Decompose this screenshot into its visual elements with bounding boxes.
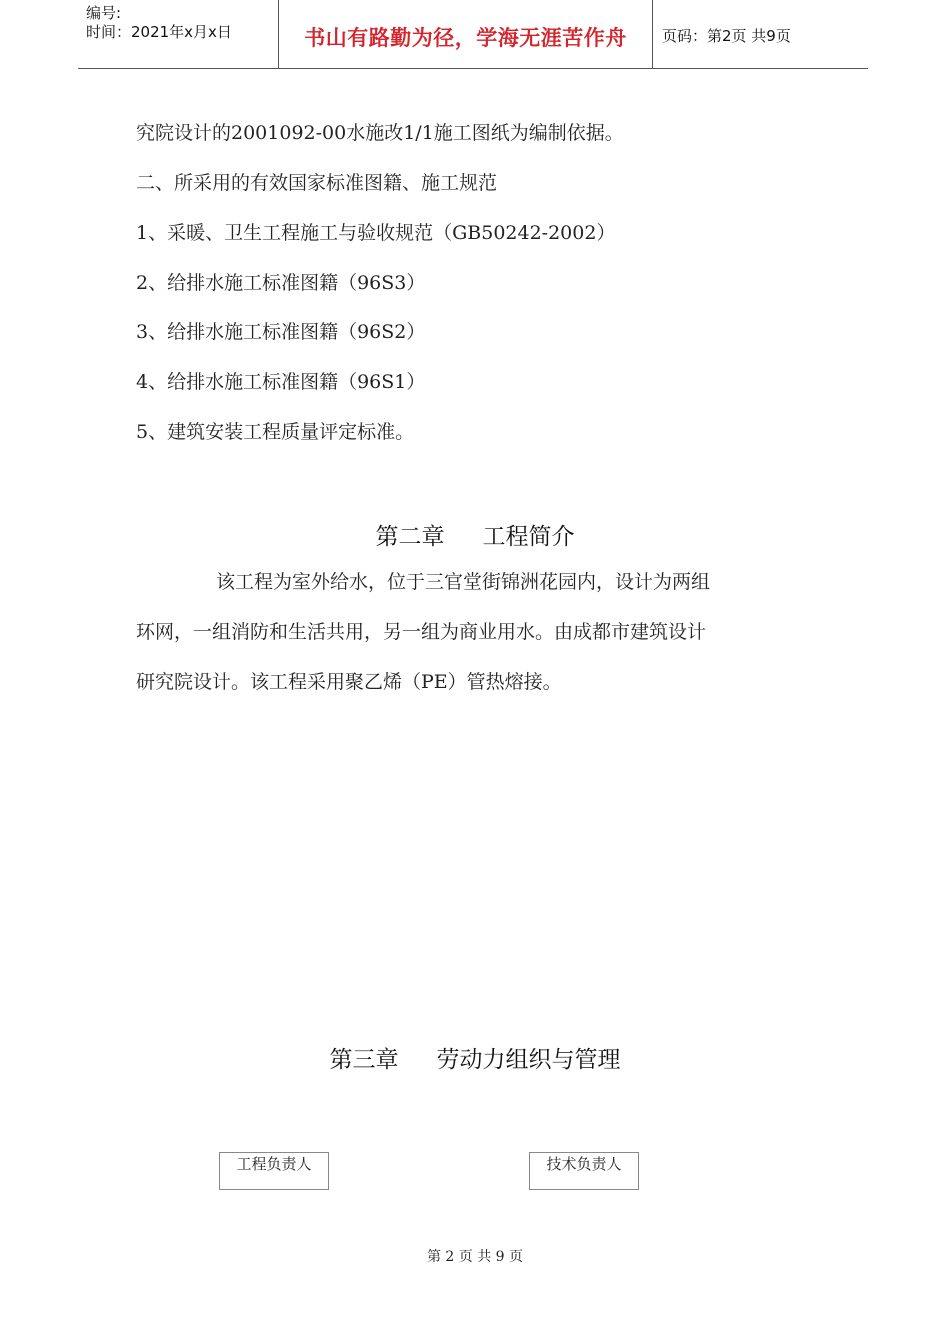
header-page-cell bbox=[653, 0, 868, 68]
chapter2-title: 工程简介 bbox=[482, 524, 575, 550]
chapter2-line: 该工程为室外给水，位于三官堂街锦洲花园内，设计为两组 bbox=[216, 571, 711, 593]
section2-title: 二、所采用的有效国家标准图籍、施工规范 bbox=[136, 172, 498, 194]
body-line-intro: 究院设计的2001092-00水施改1/1施工图纸为编制依据。 bbox=[136, 122, 624, 144]
list-item: 5、建筑安装工程质量评定标准。 bbox=[136, 421, 415, 443]
date-label: 时间：2021年x月x日 bbox=[86, 23, 232, 41]
chapter2-number: 第二章 bbox=[375, 524, 445, 550]
org-box-project-lead bbox=[219, 1152, 329, 1190]
list-item: 4、给排水施工标准图籍（96S1） bbox=[136, 371, 426, 393]
chapter2-line: 研究院设计。该工程采用聚乙烯（PE）管热熔接。 bbox=[136, 671, 562, 693]
page-header bbox=[78, 0, 868, 69]
page-footer: 第 2 页 共 9 页 bbox=[426, 1249, 524, 1265]
header-meta-cell bbox=[78, 0, 279, 68]
org-box-label: 技术负责人 bbox=[546, 1155, 622, 1173]
chapter3-heading bbox=[0, 1041, 950, 1074]
list-item: 3、给排水施工标准图籍（96S2） bbox=[136, 321, 426, 343]
chapter3-number: 第三章 bbox=[329, 1047, 399, 1073]
header-motto-cell bbox=[279, 0, 653, 68]
org-box-label: 工程负责人 bbox=[236, 1155, 312, 1173]
chapter2-line: 环网，一组消防和生活共用，另一组为商业用水。由成都市建筑设计 bbox=[136, 621, 707, 643]
chapter3-title: 劳动力组织与管理 bbox=[436, 1047, 621, 1073]
serial-label: 编号: bbox=[86, 4, 122, 22]
org-box-tech-lead bbox=[529, 1152, 639, 1190]
list-item: 2、给排水施工标准图籍（96S3） bbox=[136, 272, 426, 294]
list-item: 1、采暖、卫生工程施工与验收规范（GB50242-2002） bbox=[136, 222, 616, 244]
motto-text: 书山有路勤为径，学海无涯苦作舟 bbox=[304, 26, 627, 50]
header-page-info: 页码：第2页 共9页 bbox=[662, 27, 791, 45]
chapter2-heading bbox=[0, 518, 950, 551]
